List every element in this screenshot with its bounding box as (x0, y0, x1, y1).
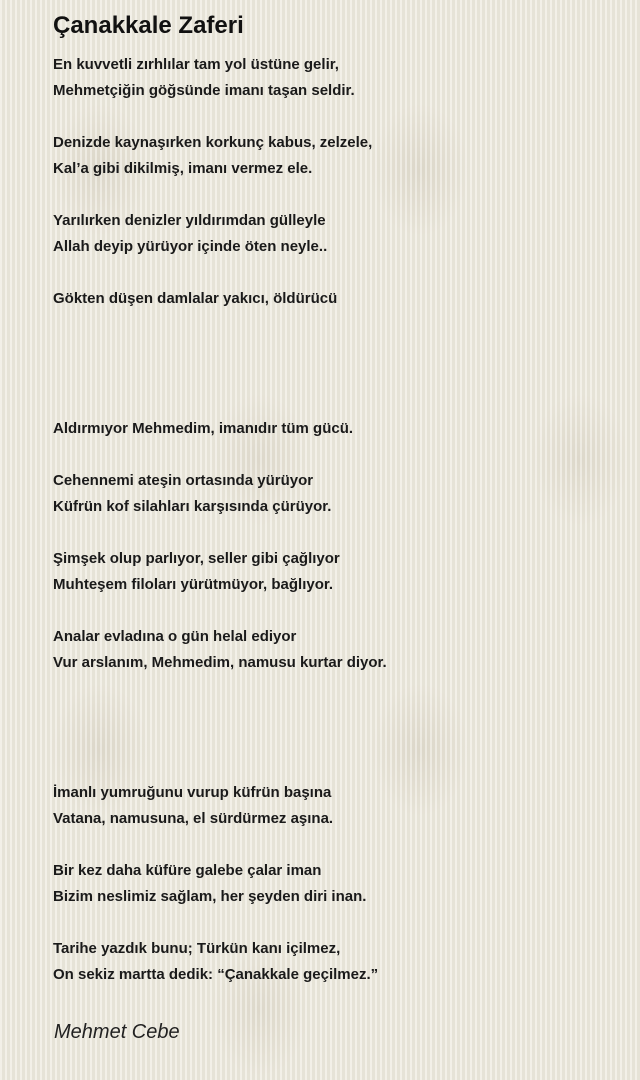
stanza-gap (53, 832, 613, 858)
poem-line: Bizim neslimiz sağlam, her şeyden diri inan. (53, 888, 367, 905)
section-gap (53, 676, 613, 780)
stanza (53, 130, 613, 182)
poem-line: Vur arslanım, Mehmedim, namusu kurtar diyor. (53, 654, 387, 671)
poem-line: Küfrün kof silahları karşısında çürüyor. (53, 498, 332, 515)
stanza-gap (53, 442, 613, 468)
poem-line: Analar evladına o gün helal ediyor (53, 628, 297, 645)
stanza (53, 858, 613, 910)
stanza (53, 208, 613, 260)
stanza-gap (53, 598, 613, 624)
poem-line: Tarihe yazdık bunu; Türkün kanı içilmez, (53, 940, 341, 957)
poem-author: Mehmet Cebe (54, 1021, 180, 1043)
poem-line: On sekiz martta dedik: “Çanakkale geçilmez.” (53, 966, 379, 983)
stanza (53, 468, 613, 520)
poem-line: Denizde kaynaşırken korkunç kabus, zelzele, (53, 134, 373, 151)
poem-body (53, 52, 613, 988)
poem-line: Vatana, namusuna, el sürdürmez aşına. (53, 810, 334, 827)
stanza (53, 936, 613, 988)
stanza-gap (53, 104, 613, 130)
section-gap (53, 312, 613, 416)
poem-line: Şimşek olup parlıyor, seller gibi çağlıyor (53, 550, 340, 567)
poem-line: Muhteşem filoları yürütmüyor, bağlıyor. (53, 576, 334, 593)
poem-title: Çanakkale Zaferi (53, 12, 244, 39)
stanza-gap (53, 910, 613, 936)
poem-line: Mehmetçiğin göğsünde imanı taşan seldir. (53, 82, 355, 99)
poem-line: Gökten düşen damlalar yakıcı, öldürücü (53, 290, 338, 307)
stanza-gap (53, 520, 613, 546)
stanza-gap (53, 182, 613, 208)
poem-line: Bir kez daha küfüre galebe çalar iman (53, 862, 322, 879)
poem-line: Yarılırken denizler yıldırımdan gülleyle (53, 212, 326, 229)
stanza (53, 286, 613, 312)
stanza-gap (53, 260, 613, 286)
stanza (53, 416, 613, 442)
poem-line: Aldırmıyor Mehmedim, imanıdır tüm gücü. (53, 420, 354, 437)
poem-line: En kuvvetli zırhlılar tam yol üstüne gelir, (53, 56, 339, 73)
stanza (53, 52, 613, 104)
stanza (53, 780, 613, 832)
poem-line: İmanlı yumruğunu vurup küfrün başına (53, 784, 332, 801)
poem-line: Allah deyip yürüyor içinde öten neyle.. (53, 238, 328, 255)
stanza (53, 624, 613, 676)
poem-line: Cehennemi ateşin ortasında yürüyor (53, 472, 314, 489)
poem-line: Kal’a gibi dikilmiş, imanı vermez ele. (53, 160, 313, 177)
stanza (53, 546, 613, 598)
